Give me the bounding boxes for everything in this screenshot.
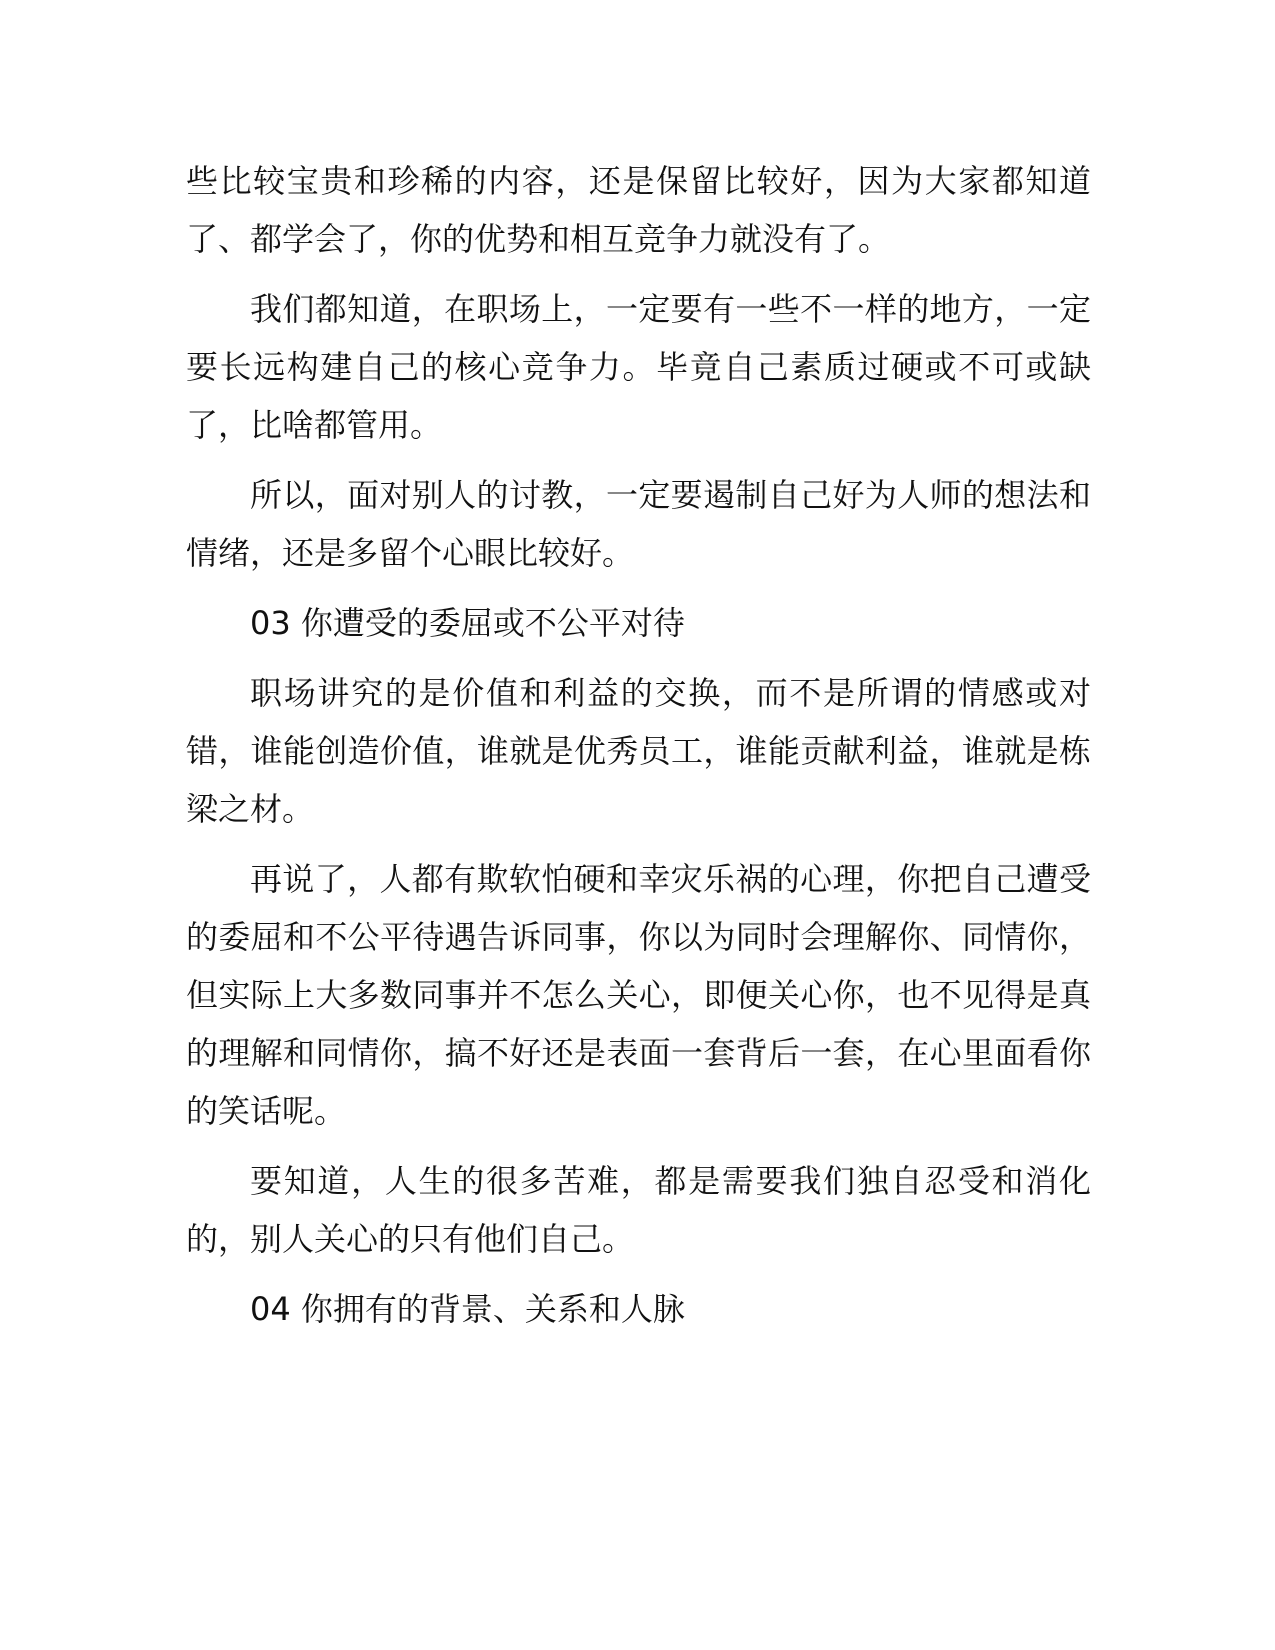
paragraph-value-exchange: 职场讲究的是价值和利益的交换，而不是所谓的情感或对错，谁能创造价值，谁就是优秀员工，谁能贡献利益，谁就是栋梁之材。 [186,674,1091,828]
document-body [186,152,1091,1350]
paragraph-continued: 些比较宝贵和珍稀的内容，还是保留比较好，因为大家都知道了、都学会了，你的优势和相互竞争力就没有了。 [186,162,1091,258]
paragraph-hardships: 要知道，人生的很多苦难，都是需要我们独自忍受和消化的，别人关心的只有他们自己。 [186,1162,1091,1258]
paragraph-restrain-teaching: 所以，面对别人的讨教，一定要遏制自己好为人师的想法和情绪，还是多留个心眼比较好。 [186,476,1091,572]
section-heading-04: 04 你拥有的背景、关系和人脉 [250,1290,685,1328]
section-heading-03: 03 你遭受的委屈或不公平对待 [250,604,685,642]
paragraph-core-competitiveness: 我们都知道，在职场上，一定要有一些不一样的地方，一定要长远构建自己的核心竞争力。毕竟自己素质过硬或不可或缺了，比啥都管用。 [186,290,1091,444]
paragraph-grievances: 再说了，人都有欺软怕硬和幸灾乐祸的心理，你把自己遭受的委屈和不公平待遇告诉同事，你以为同时会理解你、同情你，但实际上大多数同事并不怎么关心，即便关心你，也不见得是真的理解和同情你，搞不好还是表面一套背后一套，在心里面看你的笑话呢。 [186,860,1091,1130]
